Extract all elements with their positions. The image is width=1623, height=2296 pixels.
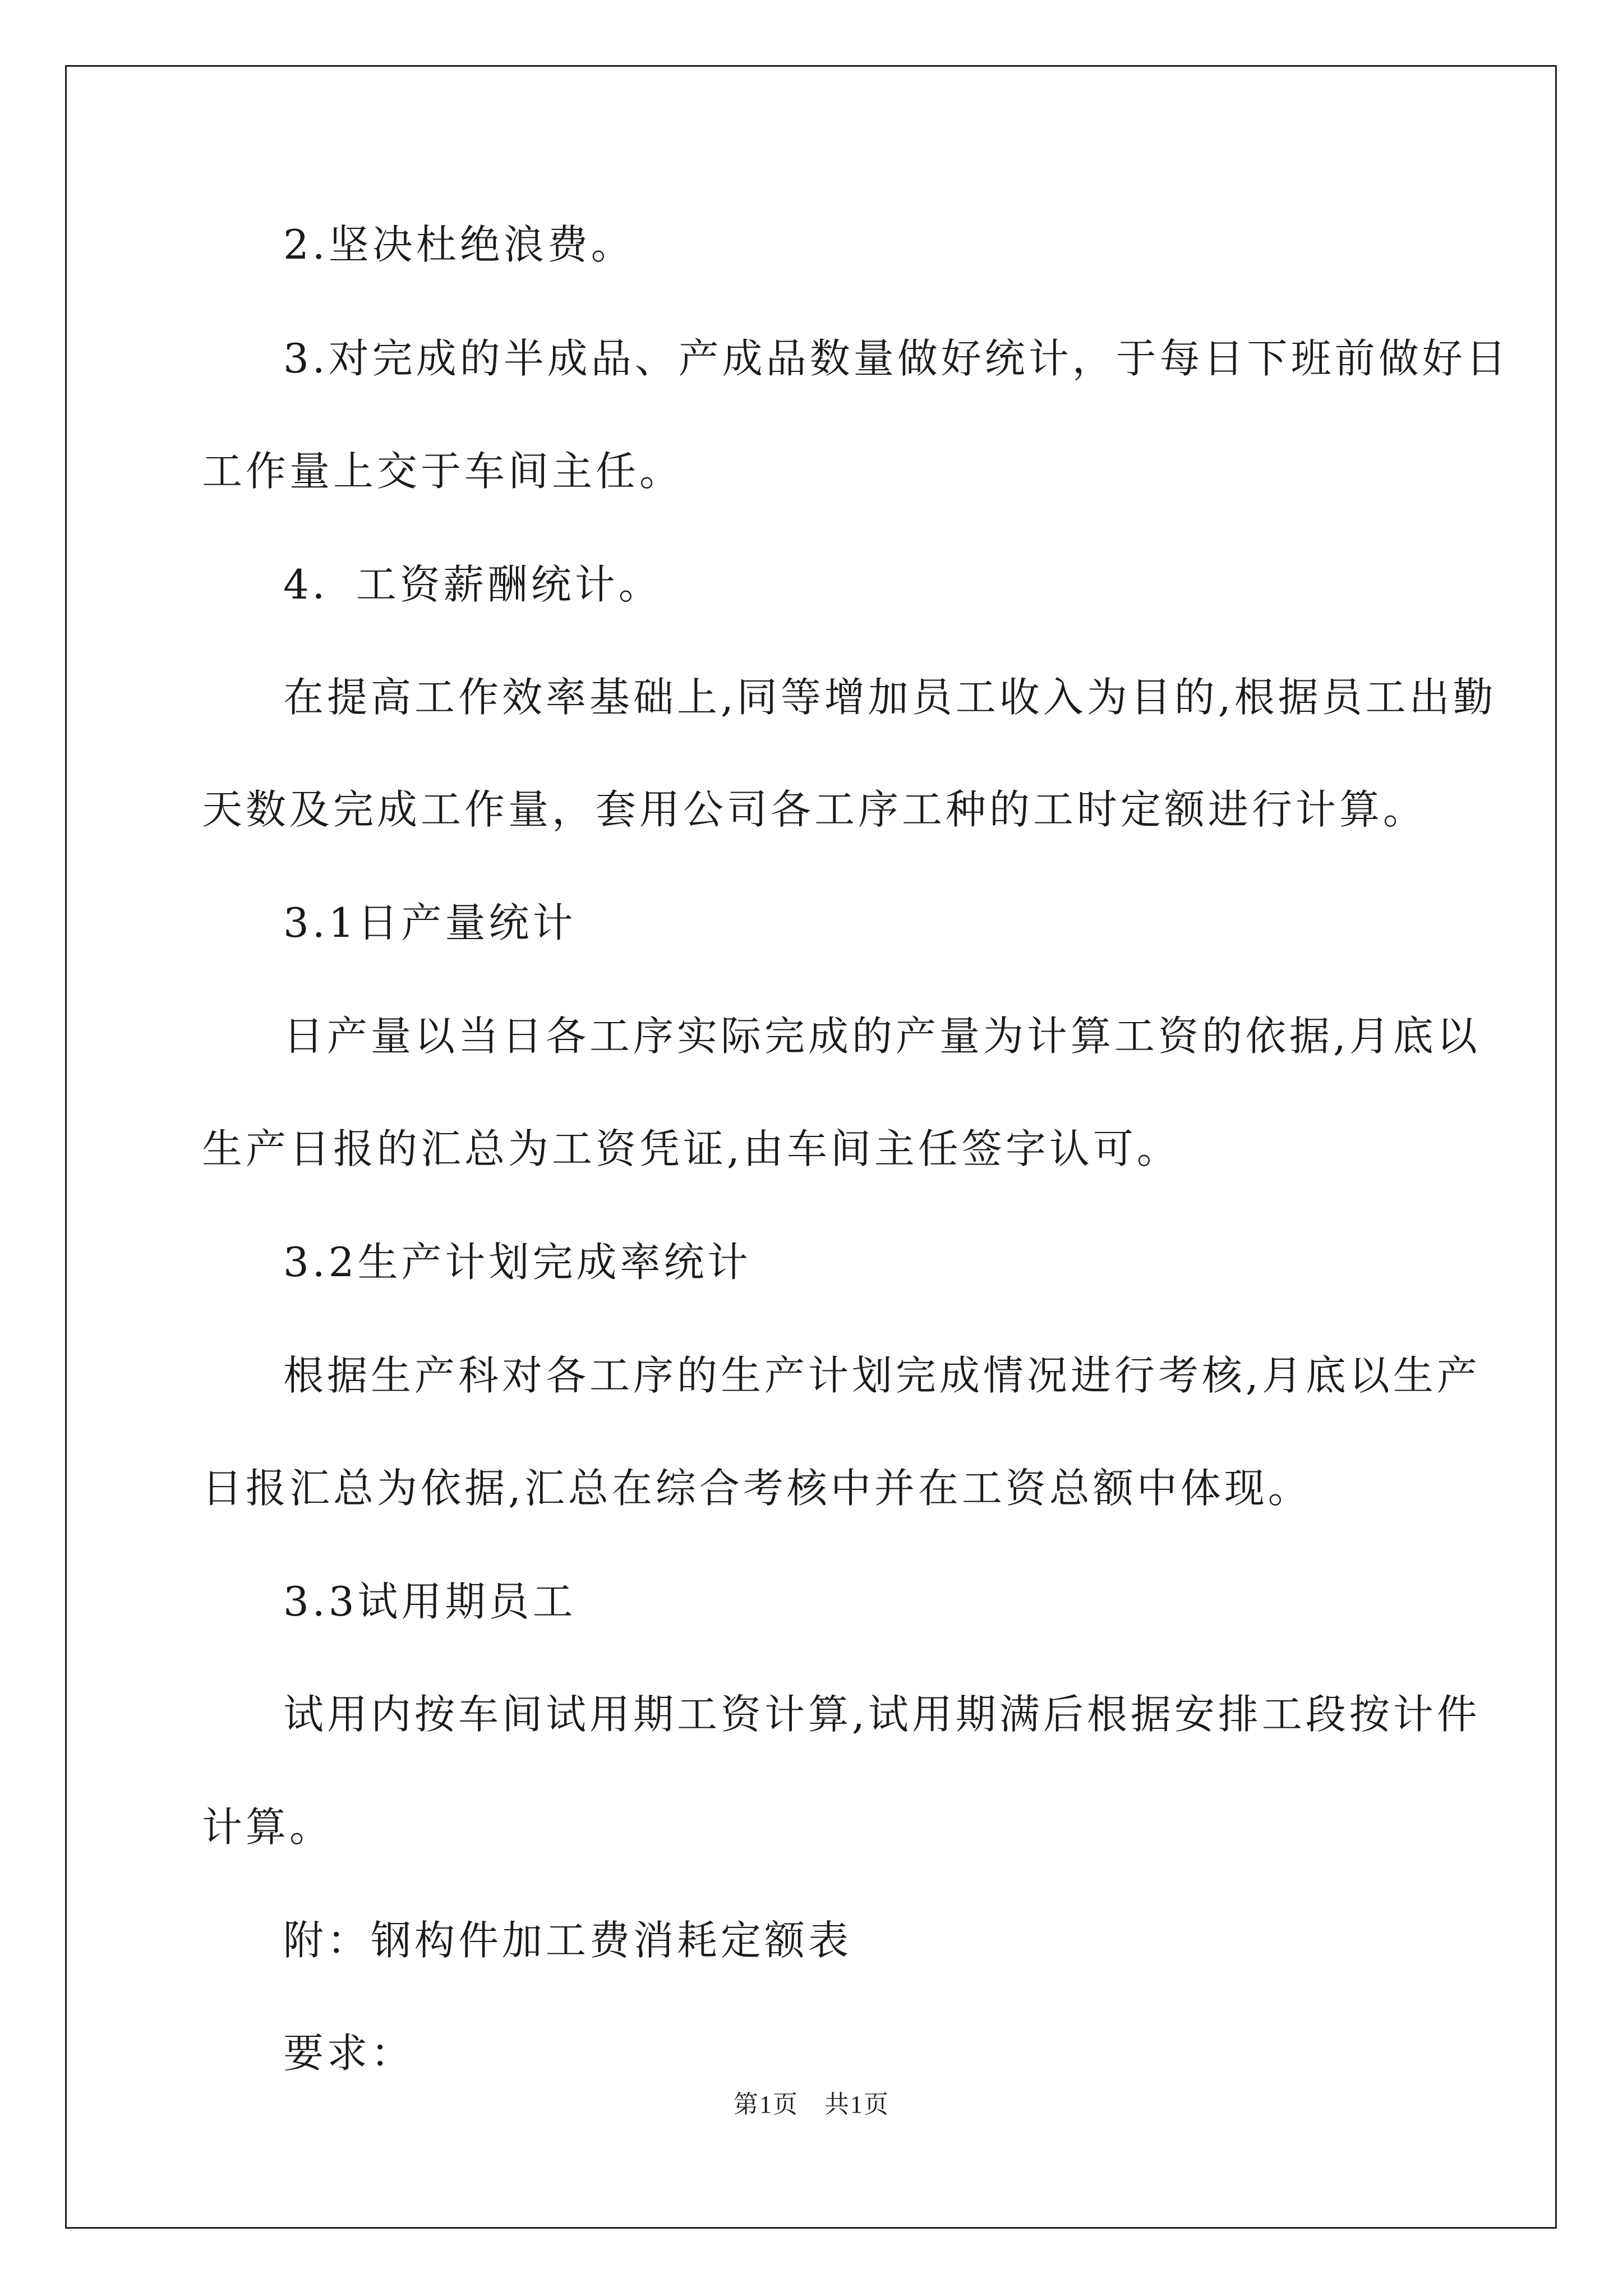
paragraph-10-line-2: 计算。: [202, 1803, 334, 1851]
paragraph-2-line-1: 3.对完成的半成品、产成品数量做好统计，于每日下班前做好日: [283, 335, 1510, 382]
paragraph-11-line-1: 附：钢构件加工费消耗定额表: [283, 1917, 852, 1964]
paragraph-4-line-2: 天数及完成工作量，套用公司各工序工种的工时定额进行计算。: [202, 786, 1427, 833]
paragraph-7-line-1: 3.2生产计划完成率统计: [283, 1239, 751, 1286]
paragraph-9-line-1: 3.3试用期员工: [283, 1578, 577, 1625]
paragraph-8-line-1: 根据生产科对各工序的生产计划完成情况进行考核,月底以生产: [283, 1352, 1481, 1399]
paragraph-10-line-1: 试用内按车间试用期工资计算,试用期满后根据安排工段按计件: [283, 1691, 1481, 1738]
paragraph-1-line-1: 2.坚决杜绝浪费。: [283, 221, 635, 268]
paragraph-6-line-2: 生产日报的汇总为工资凭证,由车间主任签字认可。: [202, 1125, 1181, 1172]
paragraph-12-line-1: 要求：: [283, 2030, 415, 2077]
paragraph-3-line-1: 4．工资薪酬统计。: [283, 561, 662, 608]
page-footer: 第1页 共1页: [734, 2091, 889, 2118]
paragraph-4-line-1: 在提高工作效率基础上,同等增加员工收入为目的,根据员工出勤: [283, 674, 1497, 721]
paragraph-6-line-1: 日产量以当日各工序实际完成的产量为计算工资的依据,月底以: [283, 1013, 1481, 1060]
paragraph-5-line-1: 3.1日产量统计: [283, 899, 577, 946]
paragraph-8-line-2: 日报汇总为依据,汇总在综合考核中并在工资总额中体现。: [202, 1465, 1312, 1512]
paragraph-2-line-2: 工作量上交于车间主任。: [202, 448, 684, 495]
